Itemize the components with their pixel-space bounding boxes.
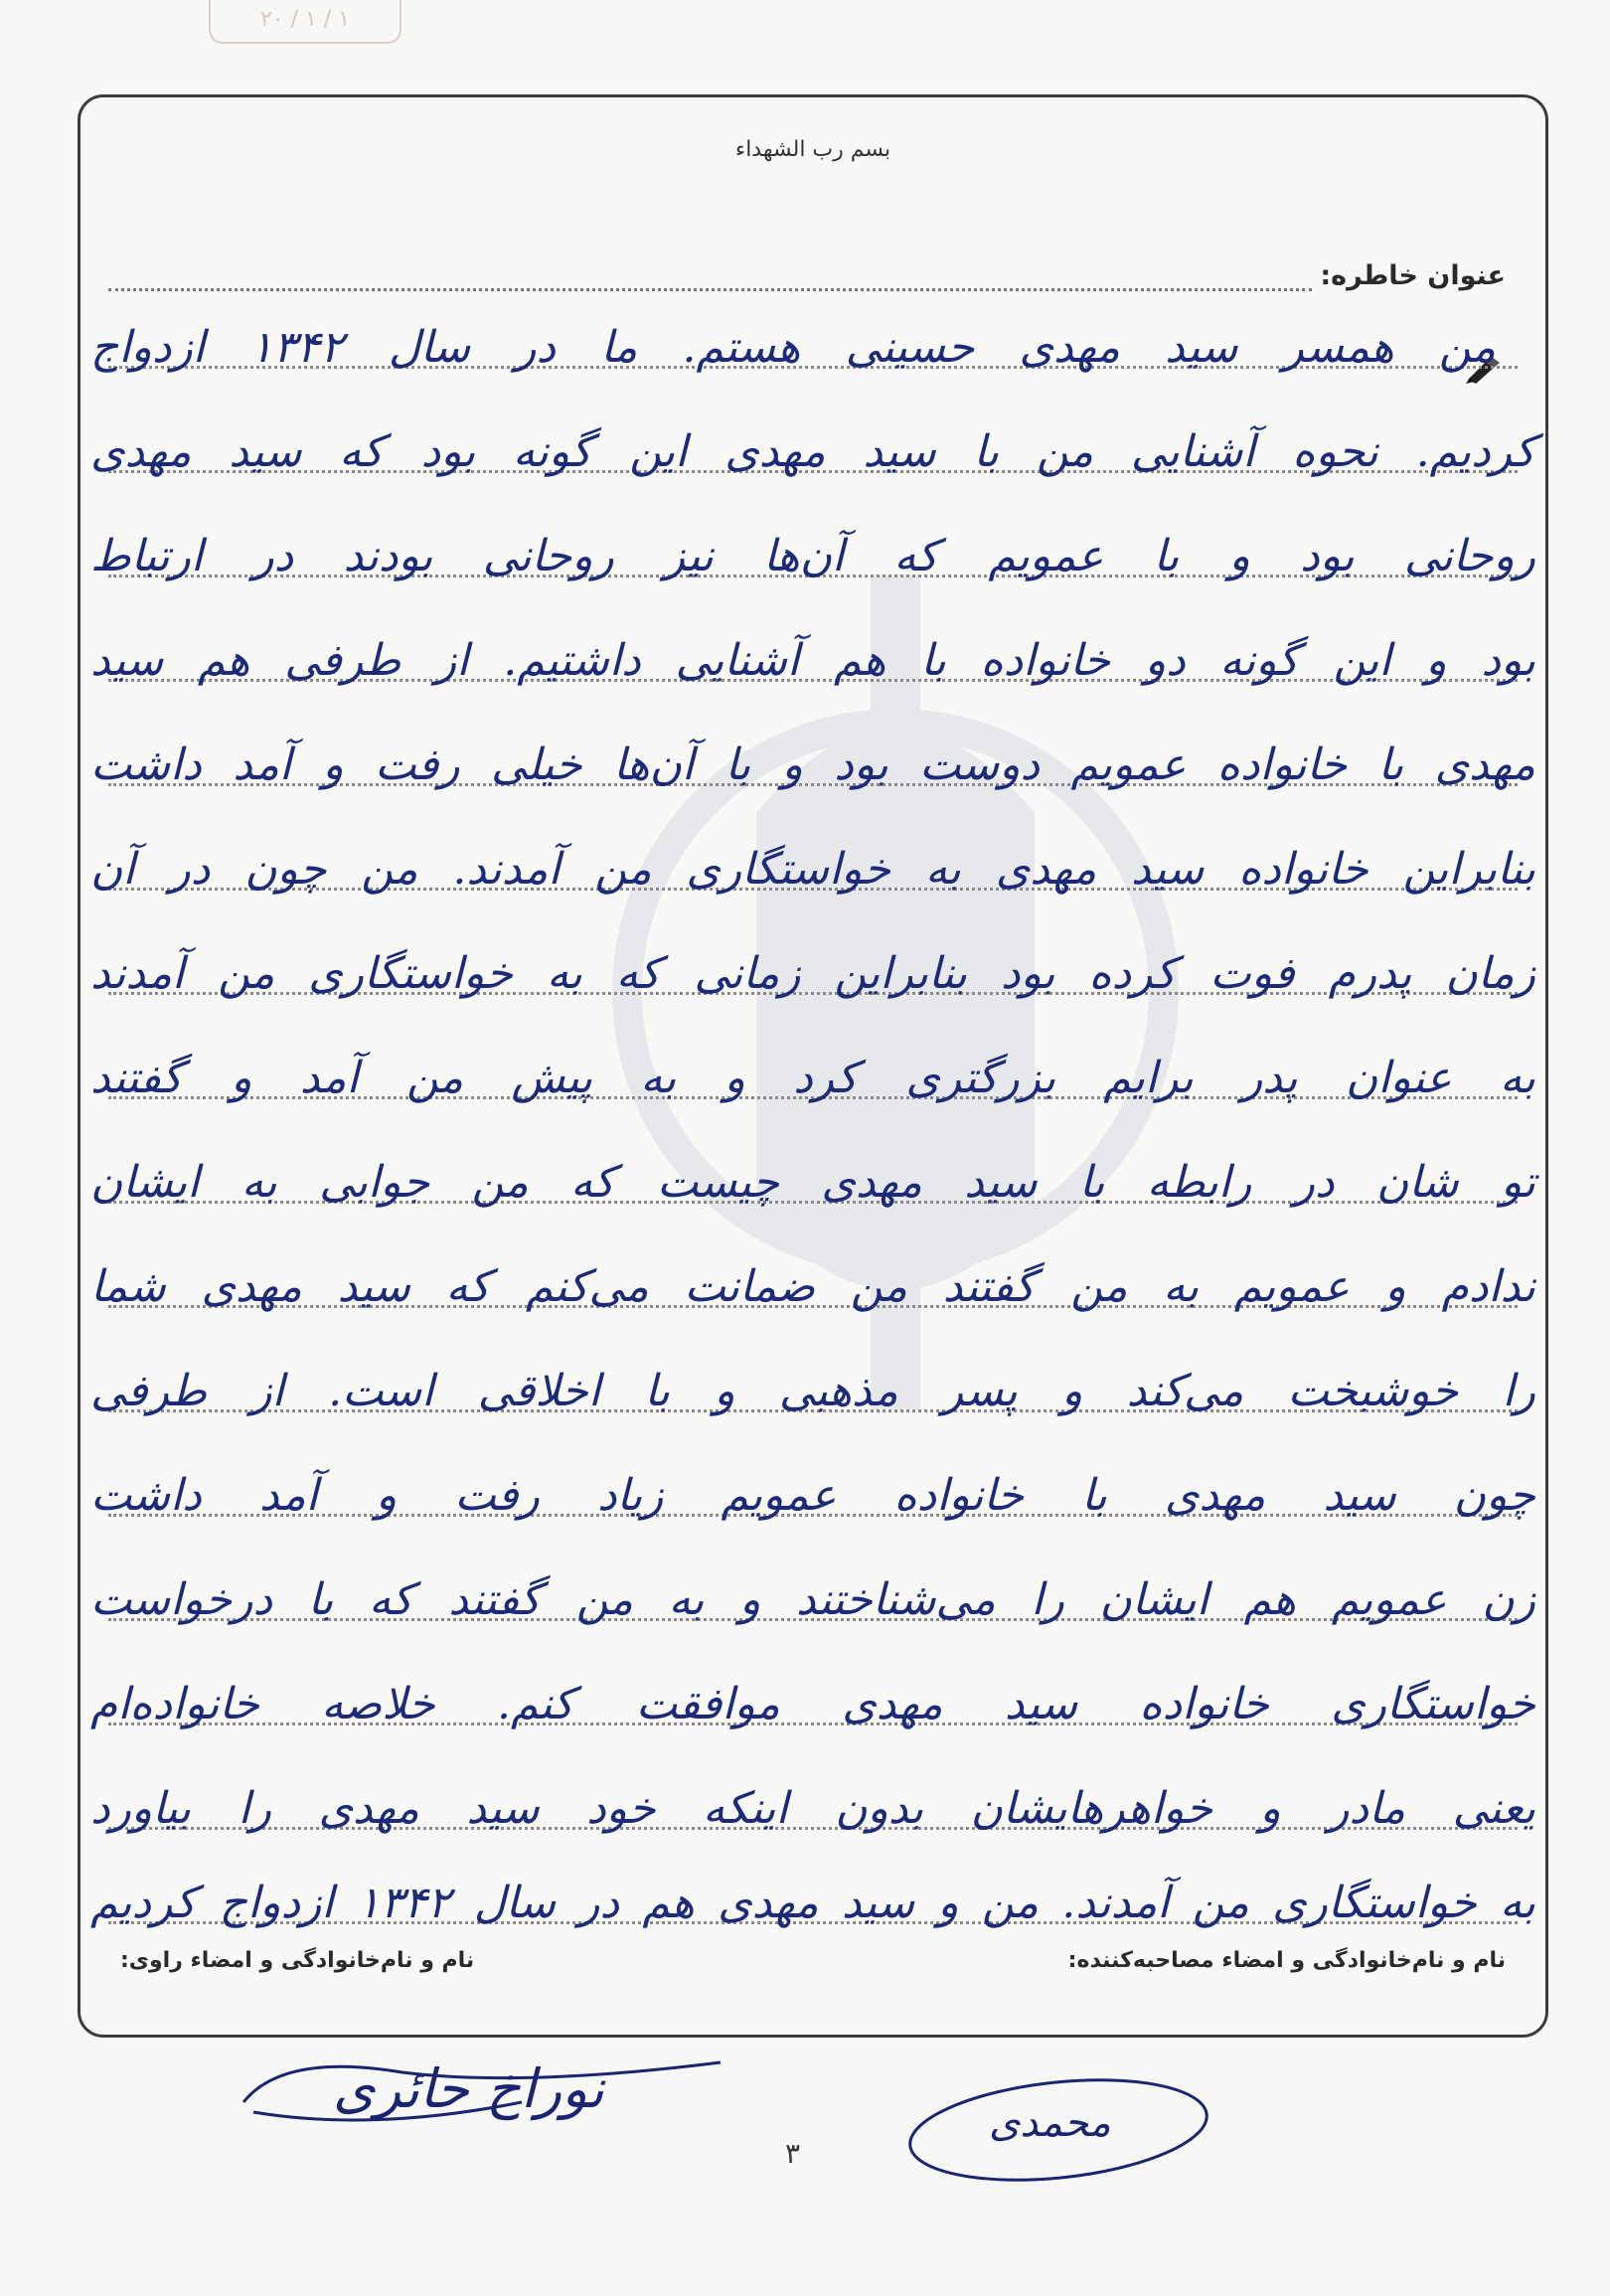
- interviewer-label: نام و نام‌خانوادگی و امضاء مصاحبه‌کننده:: [1067, 1948, 1506, 1973]
- narrator-signature-text: نوراخ حائری: [333, 2057, 604, 2120]
- memoir-line: زن عمویم هم ایشان را می‌شناختند و به من گفتند که با درخواست: [90, 1574, 1535, 1625]
- narrator-signature: [224, 2033, 740, 2142]
- memoir-line: را خوشبخت می‌کند و پسر مذهبی و با اخلاقی است. از طرفی: [90, 1366, 1535, 1416]
- memoir-form: [78, 94, 1548, 2038]
- memoir-title-field: [108, 266, 1312, 291]
- memoir-line: کردیم. نحوه آشنایی من با سید مهدی این گونه بود که سید مهدی: [90, 426, 1535, 477]
- memoir-title-row: [108, 251, 1506, 291]
- memoir-line: چون سید مهدی با خانواده عمویم زیاد رفت و آمد داشت: [90, 1470, 1535, 1521]
- memoir-line: تو شان در رابطه با سید مهدی چیست که من جوابی به ایشان: [90, 1157, 1535, 1208]
- memoir-line: روحانی بود و با عمویم که آن‌ها نیز روحانی بودند در ارتباط: [90, 531, 1535, 581]
- memoir-line: ندادم و عمویم به من گفتند من ضمانت می‌کنم که سید مهدی شما: [90, 1261, 1535, 1312]
- narrator-label: نام و نام‌خانوادگی و امضاء راوی:: [120, 1948, 475, 1973]
- memoir-line: بنابراین خانواده سید مهدی به خواستگاری من آمدند. من چون در آن: [90, 844, 1535, 895]
- memoir-line: مهدی با خانواده عمویم دوست بود و با آن‌ها خیلی رفت و آمد داشت: [90, 739, 1535, 790]
- form-header: بسم رب الشهداء: [734, 137, 891, 162]
- archive-stamp: ۲۰ / ۱ / ۱: [209, 0, 402, 44]
- page-number: ۳: [785, 2137, 801, 2170]
- memoir-line: یعنی مادر و خواهرهایشان بدون اینکه خود سید مهدی را بیاورد: [90, 1783, 1535, 1834]
- interviewer-signature-text: محمدی: [989, 2100, 1111, 2146]
- memoir-line: به عنوان پدر برایم بزرگتری کرد و به پیش من آمد و گفتند: [90, 1053, 1535, 1103]
- memoir-line: به خواستگاری من آمدند. من و سید مهدی هم در سال ۱۳۴۲ ازدواج کردیم: [90, 1878, 1535, 1928]
- memoir-line: بود و این گونه دو خانواده با هم آشنایی داشتیم. از طرفی هم سید: [90, 635, 1535, 686]
- memoir-line: خواستگاری خانواده سید مهدی موافقت کنم. خلاصه خانواده‌ام: [90, 1679, 1535, 1729]
- interviewer-signature: [894, 2072, 1222, 2192]
- memoir-line: من همسر سید مهدی حسینی هستم. ما در سال ۱۳۴۲ ازدواج: [90, 322, 1496, 373]
- signature-labels: [120, 1948, 1506, 1973]
- memoir-title-label: عنوان خاطره:: [1320, 260, 1506, 291]
- memoir-line: زمان پدرم فوت کرده بود بنابراین زمانی که به خواستگاری من آمدند: [90, 948, 1535, 999]
